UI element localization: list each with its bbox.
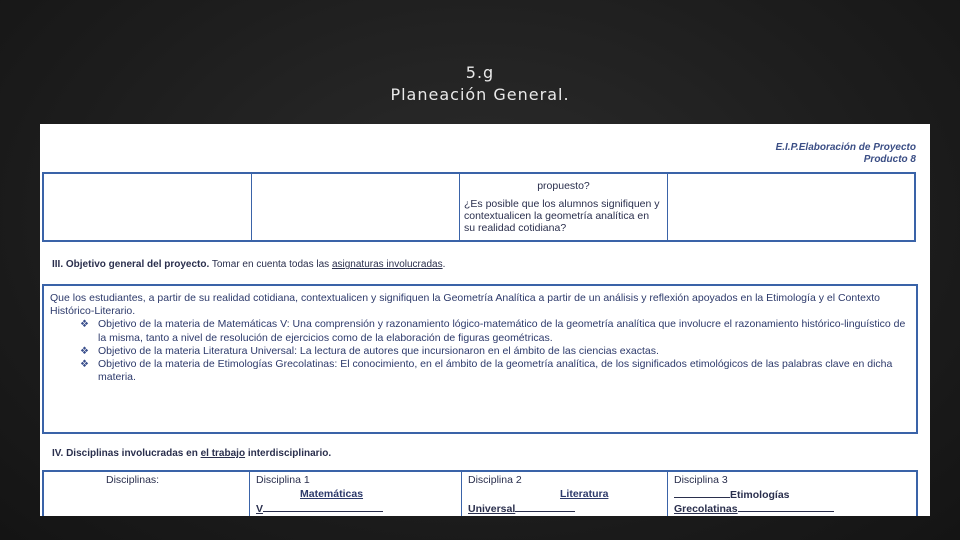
section-4-heading xyxy=(52,448,331,459)
objective-item-text: Objetivo de la materia Literatura Universal: La lectura de autores que incursionaron en el ámbito de las ciencias exactas. xyxy=(98,344,659,357)
diamond-bullet-icon: ❖ xyxy=(80,319,89,331)
discipline-3-cell xyxy=(668,472,916,516)
document-image xyxy=(40,124,930,516)
section-3-period: . xyxy=(442,259,446,270)
header-line-1: E.I.P.Elaboración de Proyecto xyxy=(775,142,916,153)
document-header xyxy=(776,142,916,166)
discipline-2-name: Literatura xyxy=(560,488,609,500)
project-question-table xyxy=(42,172,916,242)
disciplines-label-cell xyxy=(44,472,250,516)
slide-title-number: 5.g xyxy=(465,63,495,82)
section-3-underlined: asignaturas involucradas xyxy=(331,259,443,270)
objective-box xyxy=(42,284,918,434)
diamond-bullet-icon: ❖ xyxy=(80,345,89,357)
blank-line xyxy=(263,502,383,512)
question-text: ¿Es posible que los alumnos signifiquen y contextualicen la geometría analítica en su realidad cotidiana? xyxy=(464,198,660,234)
objective-item xyxy=(50,345,908,358)
discipline-2-suffix-line xyxy=(468,502,575,515)
discipline-3-suffix-line xyxy=(674,502,834,515)
discipline-1-cell xyxy=(250,472,462,516)
section-3-title: III. Objetivo general del proyecto. xyxy=(52,259,210,270)
discipline-3-heading: Disciplina 3 xyxy=(674,474,728,486)
section-3-text: Tomar en cuenta todas las xyxy=(211,259,330,270)
blank-line xyxy=(738,502,834,512)
discipline-3-name: Etimologías xyxy=(730,489,790,501)
blank-line xyxy=(515,502,575,512)
discipline-2-heading: Disciplina 2 xyxy=(468,474,522,486)
section-4-title: IV. Disciplinas involucradas en xyxy=(52,448,198,459)
table1-cell-empty-3 xyxy=(668,174,914,240)
objective-item-text: Objetivo de la materia de Etimologías Grecolatinas: El conocimiento, en el ámbito de la geometría analítica, de los significados etimológicos de las palabras clave en dicha materia. xyxy=(98,358,893,384)
table1-cell-empty-2 xyxy=(252,174,460,240)
discipline-1-suffix-line xyxy=(256,502,383,515)
objective-intro: Que los estudiantes, a partir de su realidad cotidiana, contextualicen y signifiquen la Geometría Analítica a partir de un análisis y reflexión apoyados en la Etimología y el Contexto Histórico-Literario. xyxy=(50,292,880,318)
diamond-bullet-icon: ❖ xyxy=(80,359,89,371)
question-heading: propuesto? xyxy=(537,180,590,192)
blank-line xyxy=(674,488,730,498)
disciplines-table xyxy=(42,470,918,516)
discipline-3-suffix: Grecolatinas xyxy=(674,503,738,515)
objective-item-text: Objetivo de la materia de Matemáticas V: Una comprensión y razonamiento lógico-matemático de la geometría analítica que involucre el razonamiento histórico-linguístico de la misma, tanto a nivel de resolución de ejercicios como de la elaboración de figuras geométricas. xyxy=(98,318,906,344)
section-4-title-end: interdisciplinario. xyxy=(247,448,332,459)
table1-cell-empty-1 xyxy=(44,174,252,240)
table1-cell-question xyxy=(460,174,668,240)
objective-item xyxy=(50,358,908,384)
header-line-2: Producto 8 xyxy=(863,154,916,165)
slide-title xyxy=(0,62,960,106)
section-3-heading xyxy=(52,259,445,270)
discipline-3-name-line xyxy=(674,488,790,501)
objective-item xyxy=(50,318,908,344)
discipline-2-suffix: Universal xyxy=(468,503,516,515)
objective-list xyxy=(50,318,908,384)
slide-title-text: Planeación General. xyxy=(390,85,570,104)
discipline-1-name: Matemáticas xyxy=(300,488,364,500)
discipline-1-heading: Disciplina 1 xyxy=(256,474,310,486)
discipline-2-cell xyxy=(462,472,668,516)
discipline-1-suffix: V xyxy=(256,503,264,515)
section-4-underlined: el trabajo xyxy=(200,448,246,459)
disciplines-label: Disciplinas: xyxy=(106,474,160,486)
